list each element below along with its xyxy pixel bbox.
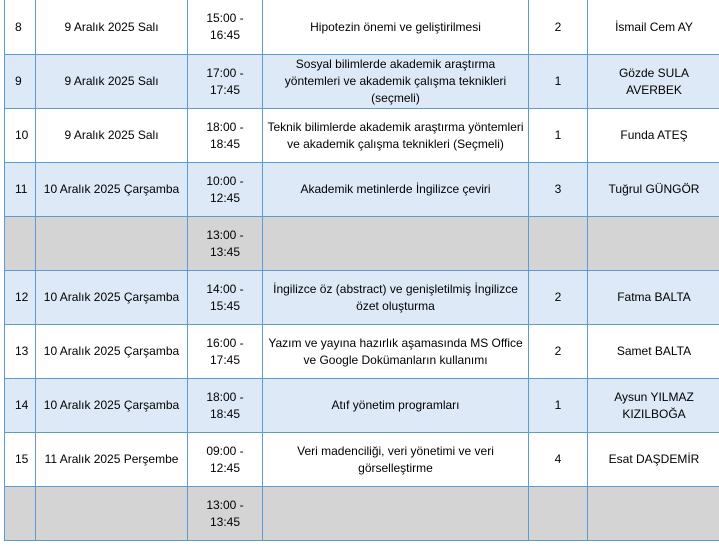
- session-topic: Teknik bilimlerde akademik araştırma yöntemleri ve akademik çalışma teknikleri (Seçmeli): [263, 109, 529, 163]
- session-date: 9 Aralık 2025 Salı: [36, 55, 188, 109]
- break-row: [5, 217, 719, 271]
- session-time: 13:00 - 13:45: [188, 487, 263, 541]
- session-date: 10 Aralık 2025 Çarşamba: [36, 271, 188, 325]
- session-time: 17:00 - 17:45: [188, 55, 263, 109]
- session-number: 11: [5, 163, 36, 217]
- session-date: [36, 217, 188, 271]
- session-instructor: İsmail Cem AY: [588, 0, 719, 55]
- session-topic: Atıf yönetim programları: [263, 379, 529, 433]
- session-hours: 1: [529, 55, 588, 109]
- session-time: 15:00 - 16:45: [188, 0, 263, 55]
- session-hours: [529, 217, 588, 271]
- session-time: 18:00 - 18:45: [188, 379, 263, 433]
- session-number: 8: [5, 0, 36, 55]
- session-date: 9 Aralık 2025 Salı: [36, 109, 188, 163]
- session-time: 13:00 - 13:45: [188, 217, 263, 271]
- session-hours: 1: [529, 109, 588, 163]
- session-instructor: Samet BALTA: [588, 325, 719, 379]
- session-topic: Hipotezin önemi ve geliştirilmesi: [263, 0, 529, 55]
- session-hours: 3: [529, 163, 588, 217]
- session-hours: 2: [529, 271, 588, 325]
- session-topic: Veri madenciliği, veri yönetimi ve veri görselleştirme: [263, 433, 529, 487]
- session-date: 11 Aralık 2025 Perşembe: [36, 433, 188, 487]
- session-number: 15: [5, 433, 36, 487]
- session-time: 16:00 - 17:45: [188, 325, 263, 379]
- session-date: 10 Aralık 2025 Çarşamba: [36, 325, 188, 379]
- session-time: 09:00 - 12:45: [188, 433, 263, 487]
- schedule-table: [4, 0, 719, 541]
- break-row: [5, 487, 719, 541]
- session-instructor: Fatma BALTA: [588, 271, 719, 325]
- session-instructor: Aysun YILMAZ KIZILBOĞA: [588, 379, 719, 433]
- table-row: [5, 379, 719, 433]
- table-row: [5, 55, 719, 109]
- session-time: 18:00 - 18:45: [188, 109, 263, 163]
- session-date: [36, 487, 188, 541]
- session-hours: [529, 487, 588, 541]
- session-date: 10 Aralık 2025 Çarşamba: [36, 163, 188, 217]
- table-row: [5, 325, 719, 379]
- session-instructor: [588, 217, 719, 271]
- session-topic: [263, 487, 529, 541]
- session-topic: [263, 217, 529, 271]
- session-number: 10: [5, 109, 36, 163]
- session-time: 14:00 - 15:45: [188, 271, 263, 325]
- session-date: 9 Aralık 2025 Salı: [36, 0, 188, 55]
- session-time: 10:00 - 12:45: [188, 163, 263, 217]
- session-hours: 1: [529, 379, 588, 433]
- session-hours: 4: [529, 433, 588, 487]
- session-hours: 2: [529, 0, 588, 55]
- table-row: [5, 433, 719, 487]
- table-row: [5, 0, 719, 55]
- table-row: [5, 271, 719, 325]
- session-instructor: Gözde SULA AVERBEK: [588, 55, 719, 109]
- table-row: [5, 163, 719, 217]
- session-topic: Akademik metinlerde İngilizce çeviri: [263, 163, 529, 217]
- session-instructor: [588, 487, 719, 541]
- session-number: [5, 217, 36, 271]
- session-number: 9: [5, 55, 36, 109]
- session-date: 10 Aralık 2025 Çarşamba: [36, 379, 188, 433]
- session-number: [5, 487, 36, 541]
- session-number: 14: [5, 379, 36, 433]
- session-topic: Yazım ve yayına hazırlık aşamasında MS Office ve Google Dokümanların kullanımı: [263, 325, 529, 379]
- session-topic: Sosyal bilimlerde akademik araştırma yöntemleri ve akademik çalışma teknikleri (seçmeli): [263, 55, 529, 109]
- session-topic: İngilizce öz (abstract) ve genişletilmiş İngilizce özet oluşturma: [263, 271, 529, 325]
- session-number: 13: [5, 325, 36, 379]
- table-row: [5, 109, 719, 163]
- session-instructor: Funda ATEŞ: [588, 109, 719, 163]
- session-instructor: Tuğrul GÜNGÖR: [588, 163, 719, 217]
- session-hours: 2: [529, 325, 588, 379]
- session-instructor: Esat DAŞDEMİR: [588, 433, 719, 487]
- session-number: 12: [5, 271, 36, 325]
